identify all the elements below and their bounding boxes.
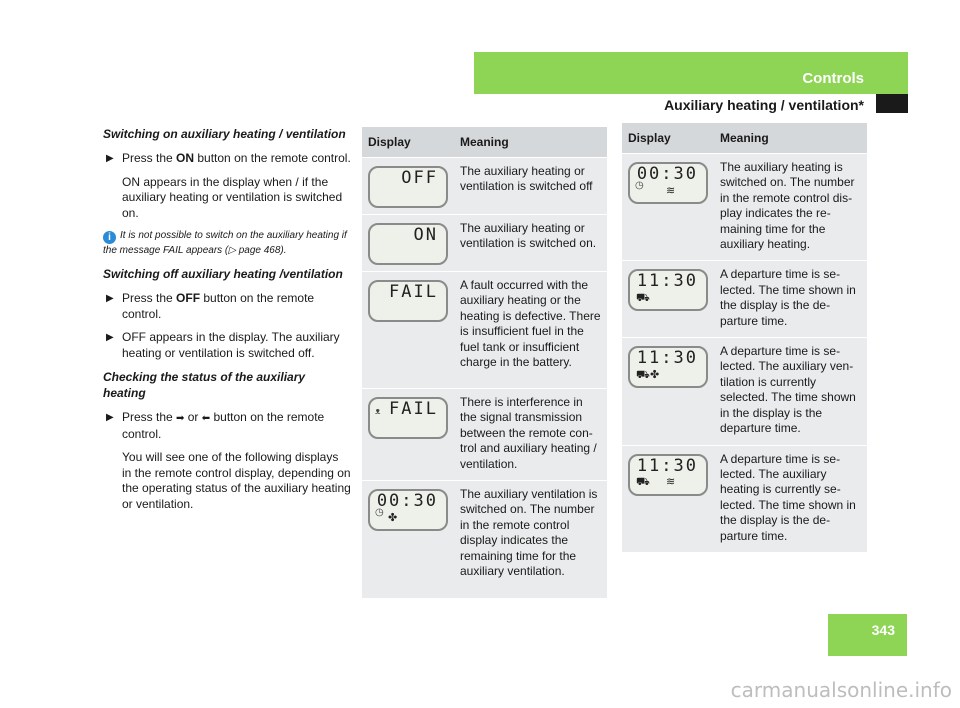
table-row: [622, 445, 867, 552]
table-row: [362, 481, 607, 598]
left-column: [103, 126, 351, 520]
vent-button-icon: ⬅: [201, 413, 211, 424]
table-header: [362, 127, 607, 158]
on-display-text: ON appears in the display when / if the auxiliary heating or ventilation is switched on.: [122, 174, 343, 220]
car-icon: ⛟: [636, 476, 650, 489]
page-number-box: [828, 614, 907, 656]
step-press-heat-vent: ▶ Press the ➡ or ⬅ button on the remote control.: [106, 410, 325, 441]
fan-icon: ✤: [388, 511, 398, 524]
table-row: [362, 272, 607, 389]
meaning-cell: The auxiliary heating or ventilation is switched on.: [454, 215, 607, 272]
table-header: [622, 123, 867, 154]
heat-waves-icon: ≋: [666, 476, 676, 489]
meaning-cell: The auxiliary heating or ventilation is switched off: [454, 158, 607, 215]
off-key: OFF: [176, 291, 201, 305]
lcd-display: ON: [368, 223, 448, 265]
meaning-cell: A departure time is selected. The time shown in the display is the departure time.: [714, 261, 867, 338]
lcd-display: ◷ 00:30 ✤: [368, 489, 448, 531]
display-table-2: [622, 123, 867, 552]
lcd-display: ᴥ FAIL: [368, 397, 448, 439]
lcd-display: 11:30 ⛟: [628, 269, 708, 311]
antenna-icon: ᴥ: [375, 406, 381, 416]
table-row: [622, 154, 867, 261]
fan-icon: ✤: [650, 368, 660, 381]
meaning-cell: The auxiliary heating is switched on. The number in the remote control display indicates the remaining time for the auxiliary heating.: [714, 154, 867, 261]
display-intro: You will see one of the following displays in the remote control display, depending on the operating status of the auxiliary heating or ventilation.: [122, 450, 351, 511]
heading-switch-off: Switching off auxiliary heating /ventilation: [103, 267, 343, 281]
car-icon: ⛟: [636, 368, 650, 381]
page-title: Auxiliary heating / ventilation*: [664, 97, 864, 113]
meaning-cell: A departure time is selected. The auxiliary heating is currently selected. The time shown in the display is the departure time.: [714, 445, 867, 552]
meaning-cell: A fault occurred with the auxiliary heating or the heating is defective. There is insufficient fuel in the fuel tank or insufficient charge in the battery.: [454, 272, 607, 389]
display-table-1: [362, 127, 607, 598]
col-display: Display: [622, 123, 714, 154]
header-marker: [876, 94, 908, 113]
triangle-right-icon: ▶: [106, 412, 114, 423]
info-note: i It is not possible to switch on the auxiliary heating if the message FAIL appears (▷ page 468).: [103, 230, 347, 256]
col-meaning: Meaning: [454, 127, 607, 158]
heat-button-icon: ➡: [176, 413, 185, 424]
on-key: ON: [176, 151, 195, 165]
step-press-off: ▶ Press the OFF button on the remote control.: [106, 291, 315, 321]
lcd-display: 11:30 ⛟ ≋: [628, 454, 708, 496]
watermark: carmanualsonline.info: [730, 678, 952, 702]
lcd-display: 11:30 ⛟ ✤: [628, 346, 708, 388]
meaning-cell: There is interference in the signal transmission between the remote control and auxiliary heating / ventilation.: [454, 389, 607, 481]
lcd-display: ◷ 00:30 ≋: [628, 162, 708, 204]
triangle-right-icon: ▶: [106, 293, 114, 304]
lcd-display: OFF: [368, 166, 448, 208]
info-icon: i: [103, 231, 116, 244]
table-row: [362, 215, 607, 272]
section-title: Controls: [802, 70, 864, 87]
triangle-right-icon: ▶: [106, 153, 114, 164]
heading-switch-on: Switching on auxiliary heating / ventilation: [103, 127, 346, 141]
clock-icon: ◷: [375, 507, 384, 519]
heading-check-status: Checking the status of the auxiliary heating: [103, 370, 306, 400]
meaning-cell: The auxiliary ventilation is switched on. The number in the remote control display indicates the remaining time for the auxiliary ventilation.: [454, 481, 607, 598]
step-off-appears: ▶ OFF appears in the display. The auxiliary heating or ventilation is switched off.: [106, 330, 340, 360]
table-row: [362, 389, 607, 481]
table-row: [622, 261, 867, 338]
clock-icon: ◷: [635, 180, 644, 191]
table-row: [622, 338, 867, 445]
col-display: Display: [362, 127, 454, 158]
lcd-display: FAIL: [368, 280, 448, 322]
triangle-right-icon: ▶: [106, 332, 114, 343]
page-number: 343: [871, 622, 895, 638]
car-icon: ⛟: [636, 292, 650, 305]
table-row: [362, 158, 607, 215]
heat-waves-icon: ≋: [666, 184, 676, 197]
step-press-on: ▶ Press the ON button on the remote control.: [106, 151, 351, 165]
col-meaning: Meaning: [714, 123, 867, 154]
meaning-cell: A departure time is selected. The auxiliary ventilation is currently selected. The time shown in the display is the departure time.: [714, 338, 867, 445]
